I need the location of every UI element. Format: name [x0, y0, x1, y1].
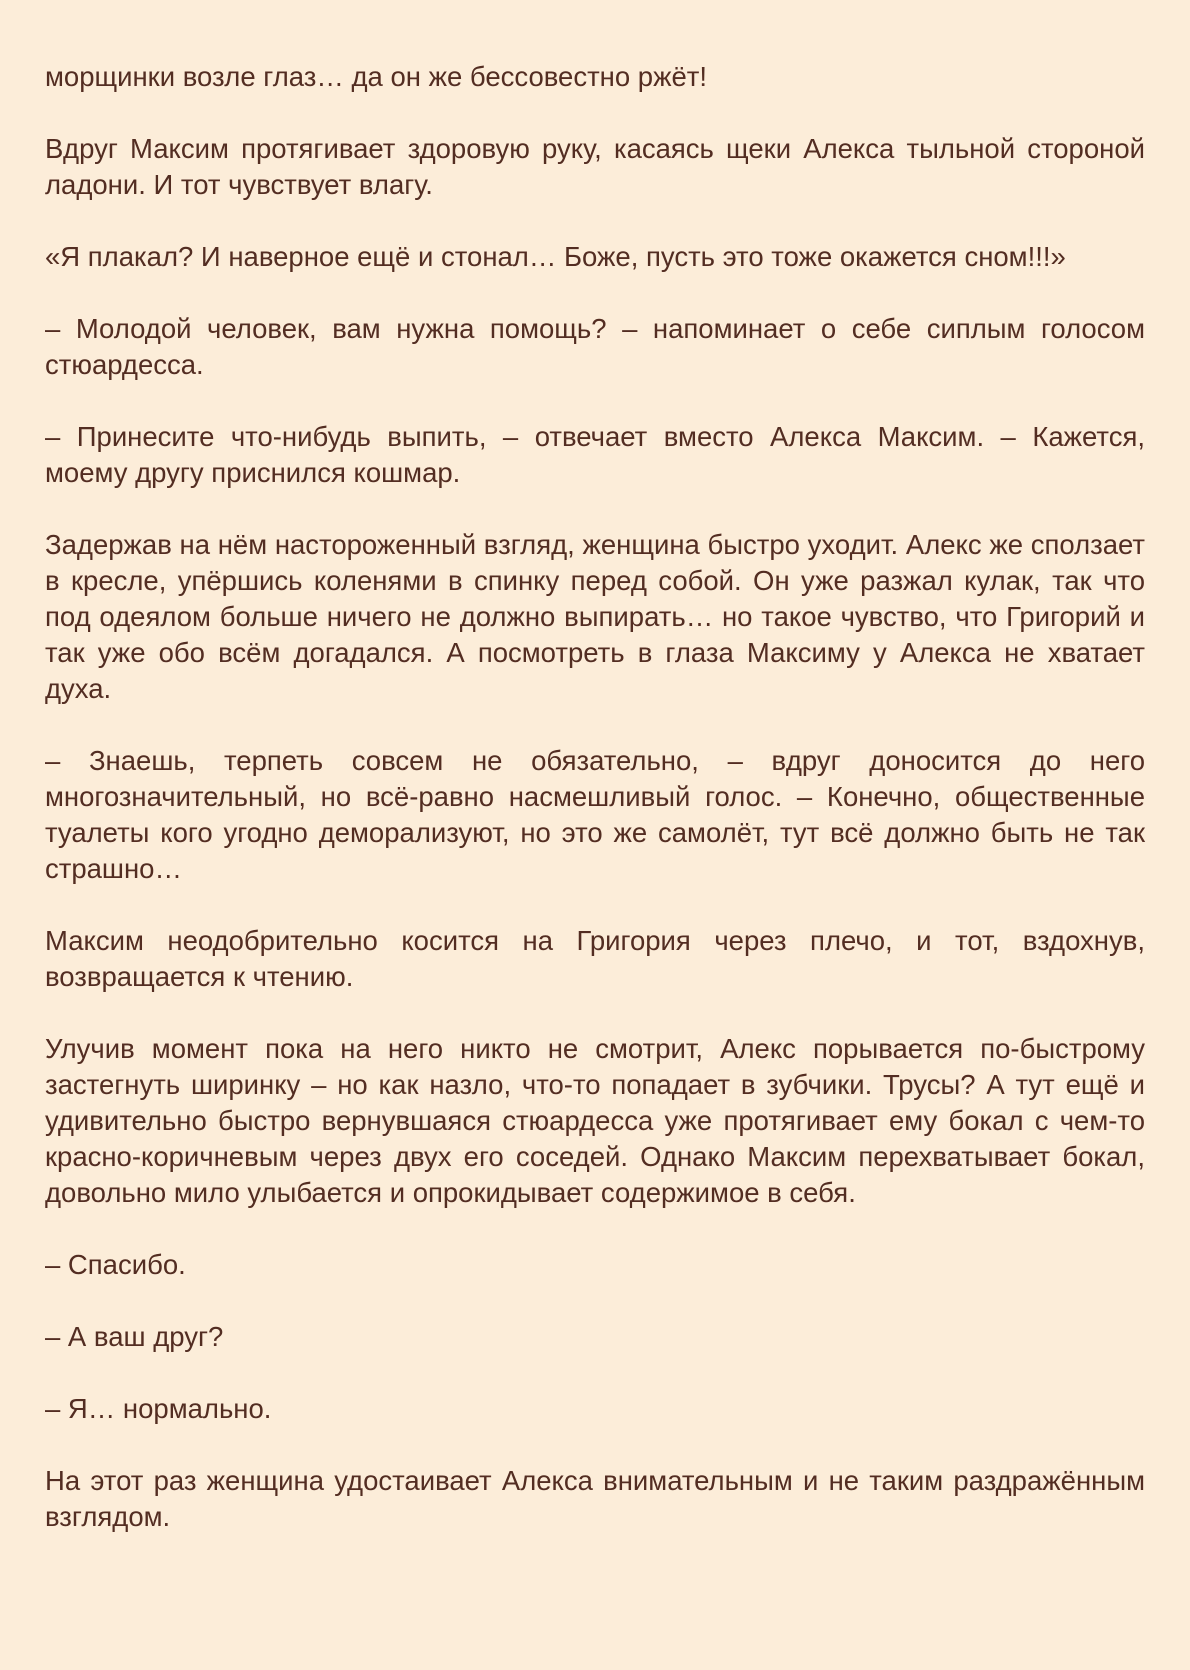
paragraph-12: – Я… нормально. [45, 1393, 272, 1424]
paragraph-4: – Молодой человек, вам нужна помощь? – напоминает о себе сиплым голосом стюардесса. [45, 313, 1145, 380]
paragraph-5: – Принесите что-нибудь выпить, – отвечает вместо Алекса Максим. – Кажется, моему другу приснился кошмар. [45, 421, 1145, 488]
paragraph-9: Улучив момент пока на него никто не смотрит, Алекс порывается по-быстрому застегнуть ширинку – но как назло, что-то попадает в зубчики. Трусы? А тут ещё и удивительно быстро вернувшаяся стюардесса уже протягивает ему бокал с чем-то красно-коричневым через двух его соседей. Однако Максим перехватывает бокал, довольно мило улыбается и опрокидывает содержимое в себя. [45, 1033, 1145, 1208]
paragraph-10: – Спасибо. [45, 1249, 186, 1280]
paragraph-2: Вдруг Максим протягивает здоровую руку, касаясь щеки Алекса тыльной стороной ладони. И тот чувствует влагу. [45, 133, 1145, 200]
paragraph-8: Максим неодобрительно косится на Григория через плечо, и тот, вздохнув, возвращается к чтению. [45, 925, 1145, 992]
paragraph-7: – Знаешь, терпеть совсем не обязательно, – вдруг доносится до него многозначительный, но всё-равно насмешливый голос. – Конечно, общественные туалеты кого угодно деморализуют, но это же самолёт, тут всё должно быть не так страшно… [45, 745, 1145, 884]
paragraph-1: морщинки возле глаз… да он же бессовестно ржёт! [45, 61, 708, 92]
paragraph-11: – А ваш друг? [45, 1321, 224, 1352]
paragraph-13: На этот раз женщина удостаивает Алекса внимательным и не таким раздражённым взглядом. [45, 1465, 1145, 1532]
paragraph-3: «Я плакал? И наверное ещё и стонал… Боже, пусть это тоже окажется сном!!!» [45, 241, 1066, 272]
paragraph-6: Задержав на нём настороженный взгляд, женщина быстро уходит. Алекс же сползает в кресле, упёршись коленями в спинку перед собой. Он уже разжал кулак, так что под одеялом больше ничего не должно выпирать… но такое чувство, что Григорий и так уже обо всём догадался. А посмотреть в глаза Максиму у Алекса не хватает духа. [45, 529, 1145, 704]
